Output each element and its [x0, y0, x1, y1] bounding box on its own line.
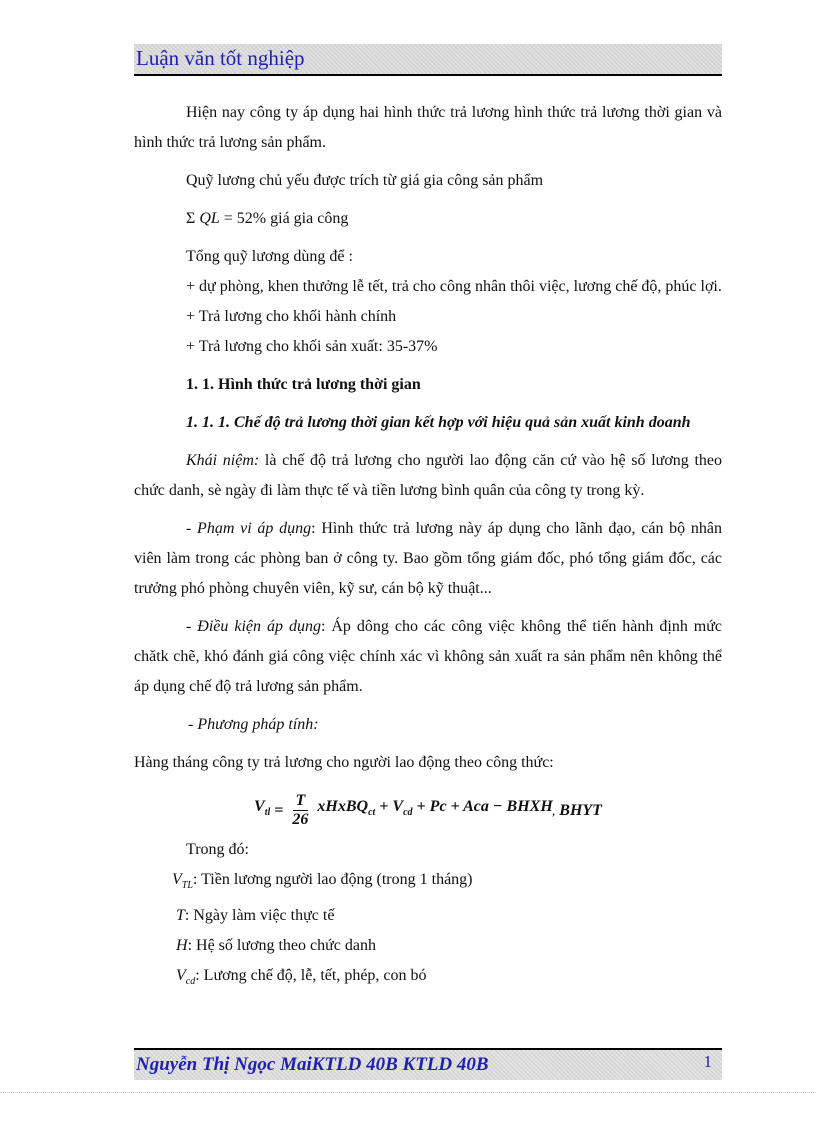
ql-symbol: QL: [199, 210, 220, 227]
definition-vtl: [134, 865, 722, 901]
t-text: : Ngày làm việc thực tế: [184, 907, 335, 925]
page-edge-divider: [0, 1092, 816, 1093]
paragraph-intro: Hiện nay công ty áp dụng hai hình thức trả lương hình thức trả lương thời gian và hình thức trả lương sản phẩm.: [134, 104, 722, 151]
formula-part2-text: + V: [379, 798, 404, 816]
list-item-production: + Trả lương cho khối sản xuất: 35-37%: [186, 338, 438, 355]
paragraph-conditions: [134, 612, 722, 702]
subsection-heading: 1. 1. 1. Chế độ trả lương thời gian kết hợp với hiệu quả sản xuất kinh doanh: [186, 414, 691, 431]
t-symbol: T: [176, 907, 185, 925]
conditions-label: - Điều kiện áp dụng: [186, 618, 321, 635]
formula-part4: BHYT: [559, 801, 602, 819]
formula-part2-sub: cd: [403, 807, 413, 819]
formula-part3-sub: ,: [552, 807, 556, 819]
paragraph-concept: [134, 446, 722, 506]
page-footer: [134, 1048, 722, 1080]
header-title: Luận văn tốt nghiệp: [136, 46, 305, 70]
paragraph-fund-formula: [134, 204, 722, 234]
fraction-numerator: T: [293, 792, 309, 811]
scope-text: : Hình thức trả lương này áp dụng cho lãnh đạo, cán bộ nhân viên làm trong các phòng ban ở công ty. Bao gồm tổng giám đốc, phó tổng giám đốc, các trưởng phó phòng chuyên viên, kỹ sư, cán bộ kỹ thuật...: [134, 520, 723, 597]
vcd-symbol: V: [176, 967, 186, 985]
h-symbol: H: [176, 937, 188, 955]
conditions-text: : Áp dông cho các công việc không thể tiến hành định mức chătk chẽ, khó đánh giá công việc chính xác vì không sản xuất ra sản phẩm nên không thể áp dụng chế độ trả lương sản phẩm.: [134, 618, 723, 695]
fraction-denominator: 26: [292, 811, 309, 828]
formula-part1: [317, 797, 375, 823]
formula-lhs: [254, 797, 270, 823]
method-label: - Phương pháp tính:: [188, 716, 319, 733]
formula-part1-text: xHxBQ: [317, 798, 369, 816]
footer-author: Nguyễn Thị Ngọc MaiKTLD 40B KTLD 40B: [136, 1054, 489, 1075]
vtl-symbol: V: [172, 871, 182, 888]
formula-fraction: [289, 792, 311, 829]
formula-equals: =: [274, 801, 284, 819]
definitions-intro: Trong đó:: [186, 841, 249, 858]
document-body: [134, 98, 722, 997]
paragraph-salary-fund: Quỹ lương chủ yếu được trích từ giá gia công sản phẩm: [186, 172, 544, 189]
formula-part3: [417, 797, 556, 823]
sigma-symbol: Σ: [186, 210, 196, 227]
vtl-text: : Tiền lương người lao động (trong 1 tháng): [192, 871, 473, 888]
fund-formula-rest: = 52% giá gia công: [219, 210, 349, 227]
vcd-text: : Lương chế độ, lễ, tết, phép, con bó: [195, 967, 427, 985]
paragraph-scope: [134, 514, 722, 604]
formula-part1-sub: ct: [368, 807, 376, 819]
paragraph-method: [134, 710, 722, 740]
definition-h: [134, 931, 722, 961]
page-number: 1: [703, 1052, 712, 1071]
formula-part2: [379, 797, 412, 823]
paragraph-monthly-pay: Hàng tháng công ty trả lương cho người lao động theo công thức:: [134, 754, 554, 771]
concept-text: là chế độ trả lương cho người lao động căn cứ vào hệ số lương theo chức danh, sè ngày đi làm thực tế và tiền lương bình quân của công ty trong kỳ.: [134, 452, 723, 499]
salary-formula: [134, 792, 722, 829]
definition-t: [134, 901, 722, 931]
concept-label: Khái niệm:: [186, 452, 260, 469]
paragraph-fund-usage: Tổng quỹ lương dùng để :: [186, 248, 353, 265]
formula-part3-text: + Pc + Aca − BHXH: [416, 798, 553, 816]
list-item-admin: + Trả lương cho khối hành chính: [186, 308, 397, 325]
vtl-sub: TL: [181, 880, 193, 892]
vcd-sub: cd: [185, 976, 196, 988]
list-item-reserve: + dự phòng, khen thưởng lễ tết, trả cho công nhân thôi việc, lương chế độ, phúc lợi.: [186, 278, 722, 295]
section-heading: 1. 1. Hình thức trả lương thời gian: [186, 376, 421, 393]
formula-lhs-symbol: V: [254, 798, 265, 816]
h-text: : Hệ số lương theo chức danh: [187, 937, 376, 955]
page-header: [134, 44, 722, 76]
formula-lhs-sub: tl: [264, 807, 271, 819]
scope-label: - Phạm vi áp dụng: [186, 520, 312, 537]
definition-vcd: [134, 961, 722, 997]
